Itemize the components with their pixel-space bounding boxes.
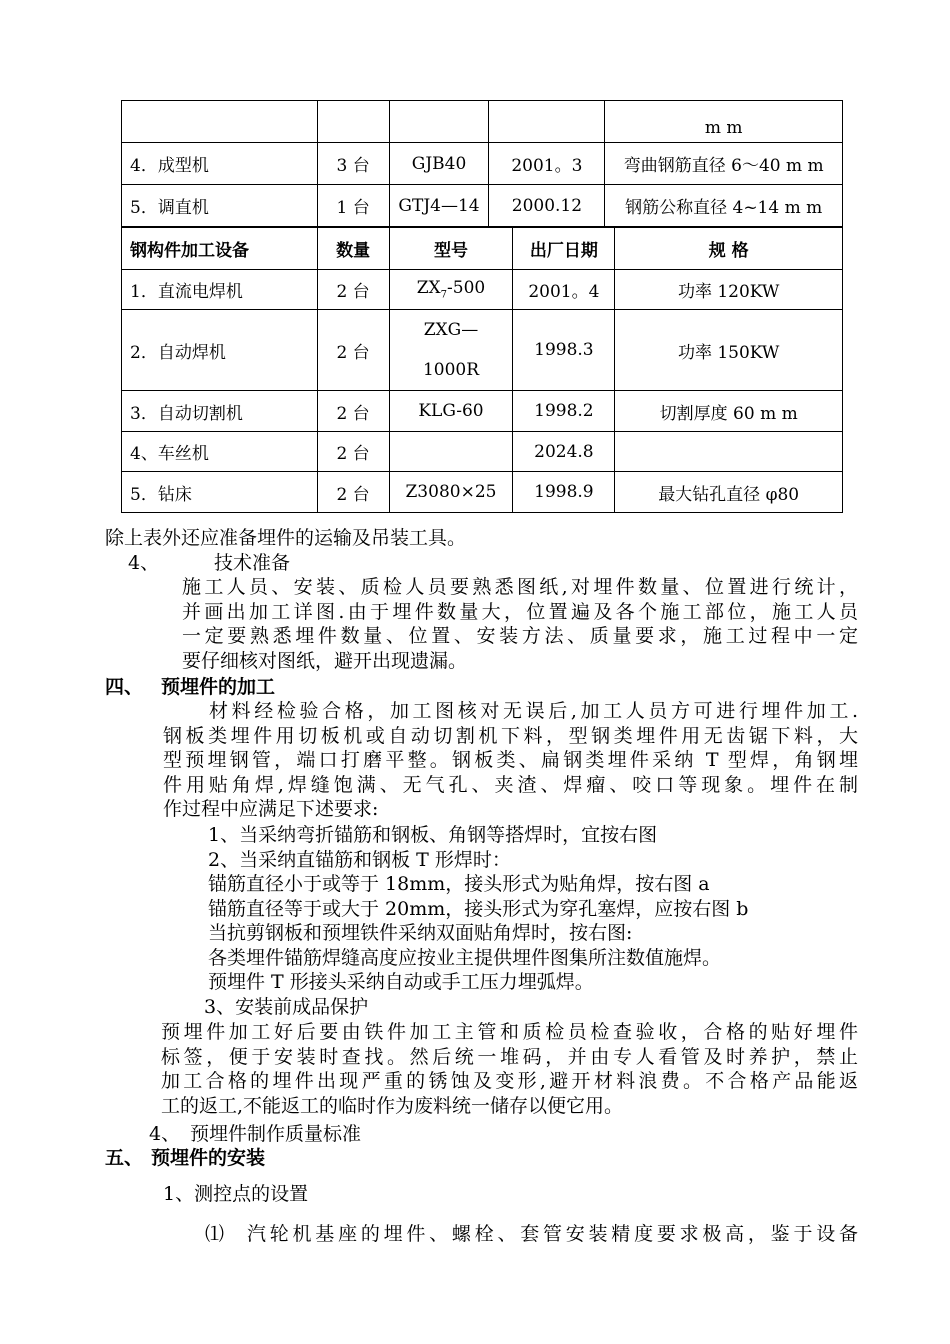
table-cell: 4．成型机 <box>122 143 318 185</box>
table-cell <box>317 101 389 143</box>
list-item: 1、当采纳弯折锚筋和钢板、角钢等搭焊时，宜按右图 <box>208 824 658 846</box>
list-item-protection: 3、安装前成品保护 <box>204 996 369 1018</box>
table-cell: GJB40 <box>389 143 489 185</box>
sub-item-number: ⑴ <box>205 1223 225 1245</box>
list-item: 预埋件 T 形接头采纳自动或手工压力埋弧焊。 <box>208 971 594 993</box>
section-number: 四、 <box>105 676 144 698</box>
table-cell: 最大钻孔直径 φ80 <box>615 472 843 513</box>
model-text: ZX <box>416 278 441 299</box>
table-cell: 2024.8 <box>513 432 615 472</box>
model-line-2: 1000R <box>422 360 480 380</box>
paragraph-protection <box>161 1020 858 1118</box>
paragraph-note: 除上表外还应准备埋件的运输及吊装工具。 <box>105 527 467 549</box>
text-line: 一定要熟悉埋件数量、位置、安装方法、质量要求，施工过程中一定 <box>182 625 858 647</box>
table-cell <box>389 310 513 391</box>
table-cell: 2 台 <box>317 391 389 432</box>
text-line: 要仔细核对图纸，避开出现遗漏。 <box>182 649 468 672</box>
text-line: 标签，便于安装时查找。然后统一堆码，并由专人看管及时养护，禁止 <box>161 1045 858 1068</box>
text-line: 并画出加工详图.由于埋件数量大，位置遍及各个施工部位，施工人员 <box>182 600 858 623</box>
text-line: 型预埋钢管，端口打磨平整。钢板类、扁钢类埋件采纳 T 型焊，角钢埋 <box>163 749 858 771</box>
table-cell: 3．自动切割机 <box>122 391 318 432</box>
table-header: 出厂日期 <box>513 228 615 270</box>
table-header: 数量 <box>317 228 389 270</box>
table-cell: Z3080×25 <box>389 472 513 513</box>
table-row <box>122 310 843 391</box>
table-row <box>122 270 843 310</box>
table-cell: 弯曲钢筋直径 6～40 m m <box>605 143 843 185</box>
model-subscript: 7 <box>440 289 448 301</box>
text-line: 施工人员、安装、质检人员要熟悉图纸,对埋件数量、位置进行统计， <box>182 576 858 598</box>
table-cell: 3 台 <box>317 143 389 185</box>
text-line: 作过程中应满足下述要求: <box>163 798 379 820</box>
list-item: 锚筋直径小于或等于 18mm，接头形式为贴角焊，按右图 a <box>208 873 710 895</box>
paragraph-processing <box>163 699 858 822</box>
table-cell: 2001。3 <box>489 143 605 185</box>
table-cell: 2 台 <box>317 472 389 513</box>
heading-number: 4、 <box>128 552 160 574</box>
table-cell: 2 台 <box>317 310 389 391</box>
table-cell: 2 台 <box>317 432 389 472</box>
table-cell: KLG-60 <box>389 391 513 432</box>
table-row <box>122 101 843 143</box>
text-line: 材料经检验合格，加工图核对无误后,加工人员方可进行埋件加工. <box>209 700 858 722</box>
equipment-table-steel-bar <box>121 100 843 227</box>
text-line: 钢板类埋件用切板机或自动切割机下料，型钢类埋件用无齿锯下料，大 <box>163 724 858 747</box>
table-cell: 4、车丝机 <box>122 432 318 472</box>
table-cell: 1998.2 <box>513 391 615 432</box>
table-cell: 2．自动焊机 <box>122 310 318 391</box>
text-line: 预埋件加工好后要由铁件加工主管和质检员检查验收，合格的贴好埋件 <box>161 1021 858 1043</box>
list-item: 锚筋直径等于或大于 20mm，接头形式为穿孔塞焊，应按右图 b <box>208 898 749 920</box>
table-cell: 5．钻床 <box>122 472 318 513</box>
section-title-processing: 预埋件的加工 <box>161 676 276 698</box>
text-line: 工的返工,不能返工的临时作为废料统一储存以便它用。 <box>161 1094 624 1117</box>
table-row <box>122 432 843 472</box>
table-cell: 钢筋公称直径 4~14 m m <box>605 185 843 227</box>
table-cell: 2 台 <box>317 270 389 310</box>
table-row <box>122 472 843 513</box>
table-cell: 1998.9 <box>513 472 615 513</box>
table-cell: 1．直流电焊机 <box>122 270 318 310</box>
table-cell <box>389 101 489 143</box>
table-row <box>122 391 843 432</box>
table-cell <box>489 101 605 143</box>
equipment-table-steel-member <box>121 227 843 513</box>
table-cell: 2000.12 <box>489 185 605 227</box>
table-cell: 1998.3 <box>513 310 615 391</box>
table-cell: 1 台 <box>317 185 389 227</box>
list-item: 2、当采纳直锚筋和钢板 T 形焊时： <box>208 849 511 871</box>
table-row <box>122 185 843 227</box>
sub-item-text: 汽轮机基座的埋件、螺栓、套管安装精度要求极高，鉴于设备 <box>247 1223 858 1245</box>
table-cell: m m <box>605 101 843 143</box>
table-cell: GTJ4—14 <box>389 185 489 227</box>
list-item: 各类埋件锚筋焊缝高度应按业主提供埋件图集所注数值施焊。 <box>208 947 722 969</box>
list-item: 当抗剪钢板和预埋铁件采纳双面贴角焊时，按右图: <box>208 922 633 944</box>
table-cell <box>122 101 318 143</box>
table-header-row <box>122 228 843 270</box>
model-suffix: -500 <box>447 278 486 299</box>
text-line: 加工合格的埋件出现严重的锈蚀及变形,避开材料浪费。不合格产品能返 <box>161 1070 858 1092</box>
section-title-installation: 预埋件的安装 <box>151 1147 266 1169</box>
section-number: 五、 <box>105 1147 144 1169</box>
model-line-1: ZXG— <box>423 320 479 340</box>
list-item-quality: 预埋件制作质量标准 <box>190 1123 362 1145</box>
table-cell <box>615 432 843 472</box>
heading-tech-prep: 技术准备 <box>214 552 291 574</box>
table-cell <box>389 270 513 310</box>
table-cell: 5．调直机 <box>122 185 318 227</box>
paragraph-tech-prep <box>182 575 858 673</box>
table-cell: 切割厚度 60 m m <box>615 391 843 432</box>
table-cell <box>389 432 513 472</box>
list-item-number: 4、 <box>149 1123 181 1145</box>
table-header: 规 格 <box>615 228 843 270</box>
table-row <box>122 143 843 185</box>
table-header: 钢构件加工设备 <box>122 228 318 270</box>
text-line: 件用贴角焊,焊缝饱满、无气孔、夹渣、焊瘤、咬口等现象。埋件在制 <box>163 773 858 796</box>
table-cell: 功率 150KW <box>615 310 843 391</box>
table-cell: 2001。4 <box>513 270 615 310</box>
table-cell: 功率 120KW <box>615 270 843 310</box>
table-header: 型号 <box>389 228 513 270</box>
subheading-control-points: 1、测控点的设置 <box>163 1183 309 1205</box>
